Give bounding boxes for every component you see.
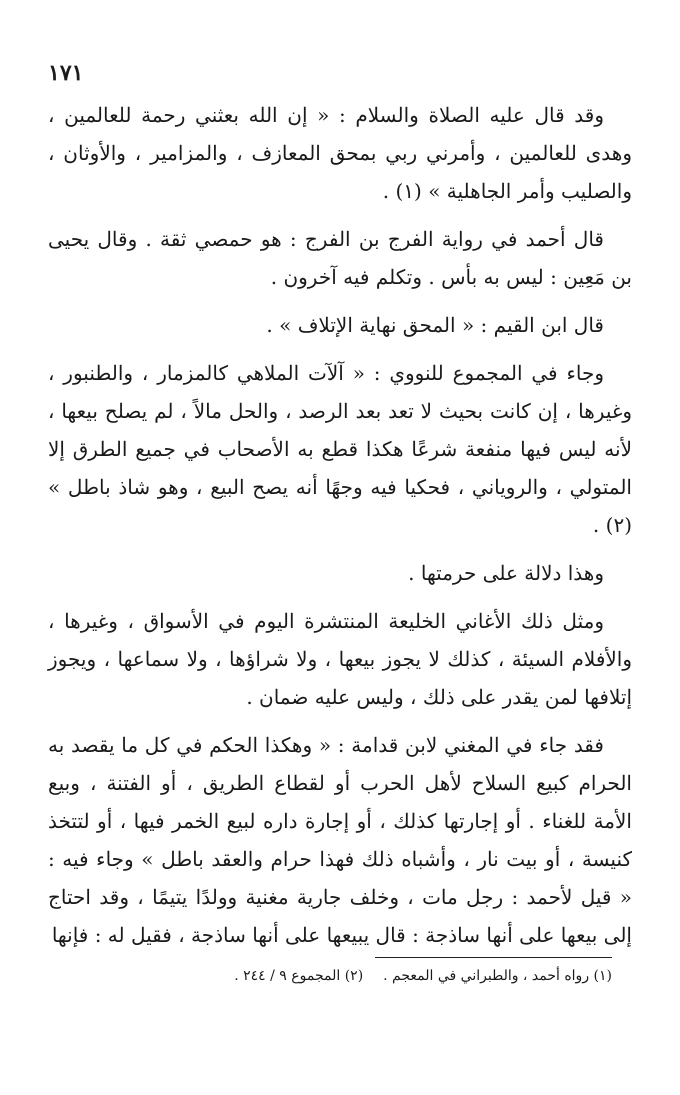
paragraph-narrator-grading: قال أحمد في رواية الفرج بن الفرج : هو حمصي ثقة . وقال يحيى بن مَعِين : ليس به بأس . وتكلم فيه آخرون . [48,227,632,289]
paragraph-mughni-quote: فقد جاء في المغني لابن قدامة : « وهكذا الحكم في كل ما يقصد به الحرام كبيع السلاح لأهل الحرب أو لقطاع الطريق ، أو الفتنة ، وبيع الأمة للغناء . أو إجارتها كذلك ، أو إجارة داره لبيع الخمر فيها ، أو لتتخذ كنيسة ، أو بيت نار ، وأشباه ذلك فهذا حرام والعقد باطل » وجاء فيه : « قيل لأحمد : رجل مات ، وخلف جارية مغنية وولدًا يتيمًا ، وقد احتاج إلى بيعها على أنها ساذجة : قال يبيعها على أنها ساذجة ، فقيل له : فإنها [48,733,632,947]
footnote-2: (٢) المجموع ٩ / ٢٤٤ . [234,968,364,984]
body-text [48,96,632,964]
page-number: ١٧١ [48,60,84,86]
paragraph-prohibition-note: وهذا دلالة على حرمتها . [408,561,604,585]
paragraph-nawawi-quote: وجاء في المجموع للنووي : « آلآت الملاهي كالمزمار ، والطنبور ، وغيرها ، إن كانت بحيث لا تعد بعد الرصد ، والحل مالاً ، لم يصلح بيعها ، لأنه ليس فيها منفعة شرعًا هكذا قطع به الأصحاب في جميع الطرق إلا المتولي ، والروياني ، فحكيا فيه وجهًا أنه يصح البيع ، وهو شاذ باطل » (٢) . [48,361,632,537]
footnotes [230,968,612,984]
paragraph-hadith: وقد قال عليه الصلاة والسلام : « إن الله بعثني رحمة للعالمين ، وهدى للعالمين ، وأمرني ربي بمحق المعازف ، والمزامير ، والأوثان ، والصليب وأمر الجاهلية » (١) . [48,103,632,203]
footnote-1: (١) رواه أحمد ، والطبراني في المعجم . [383,968,612,984]
paragraph-ibn-qayyim: قال ابن القيم : « المحق نهاية الإتلاف » . [266,313,604,337]
footnote-divider [375,957,612,958]
paragraph-songs-films: ومثل ذلك الأغاني الخليعة المنتشرة اليوم في الأسواق ، وغيرها ، والأفلام السيئة ، كذلك لا يجوز بيعها ، ولا شراؤها ، ولا سماعها ، ويجوز إتلافها لمن يقدر على ذلك ، وليس عليه ضمان . [48,609,632,709]
